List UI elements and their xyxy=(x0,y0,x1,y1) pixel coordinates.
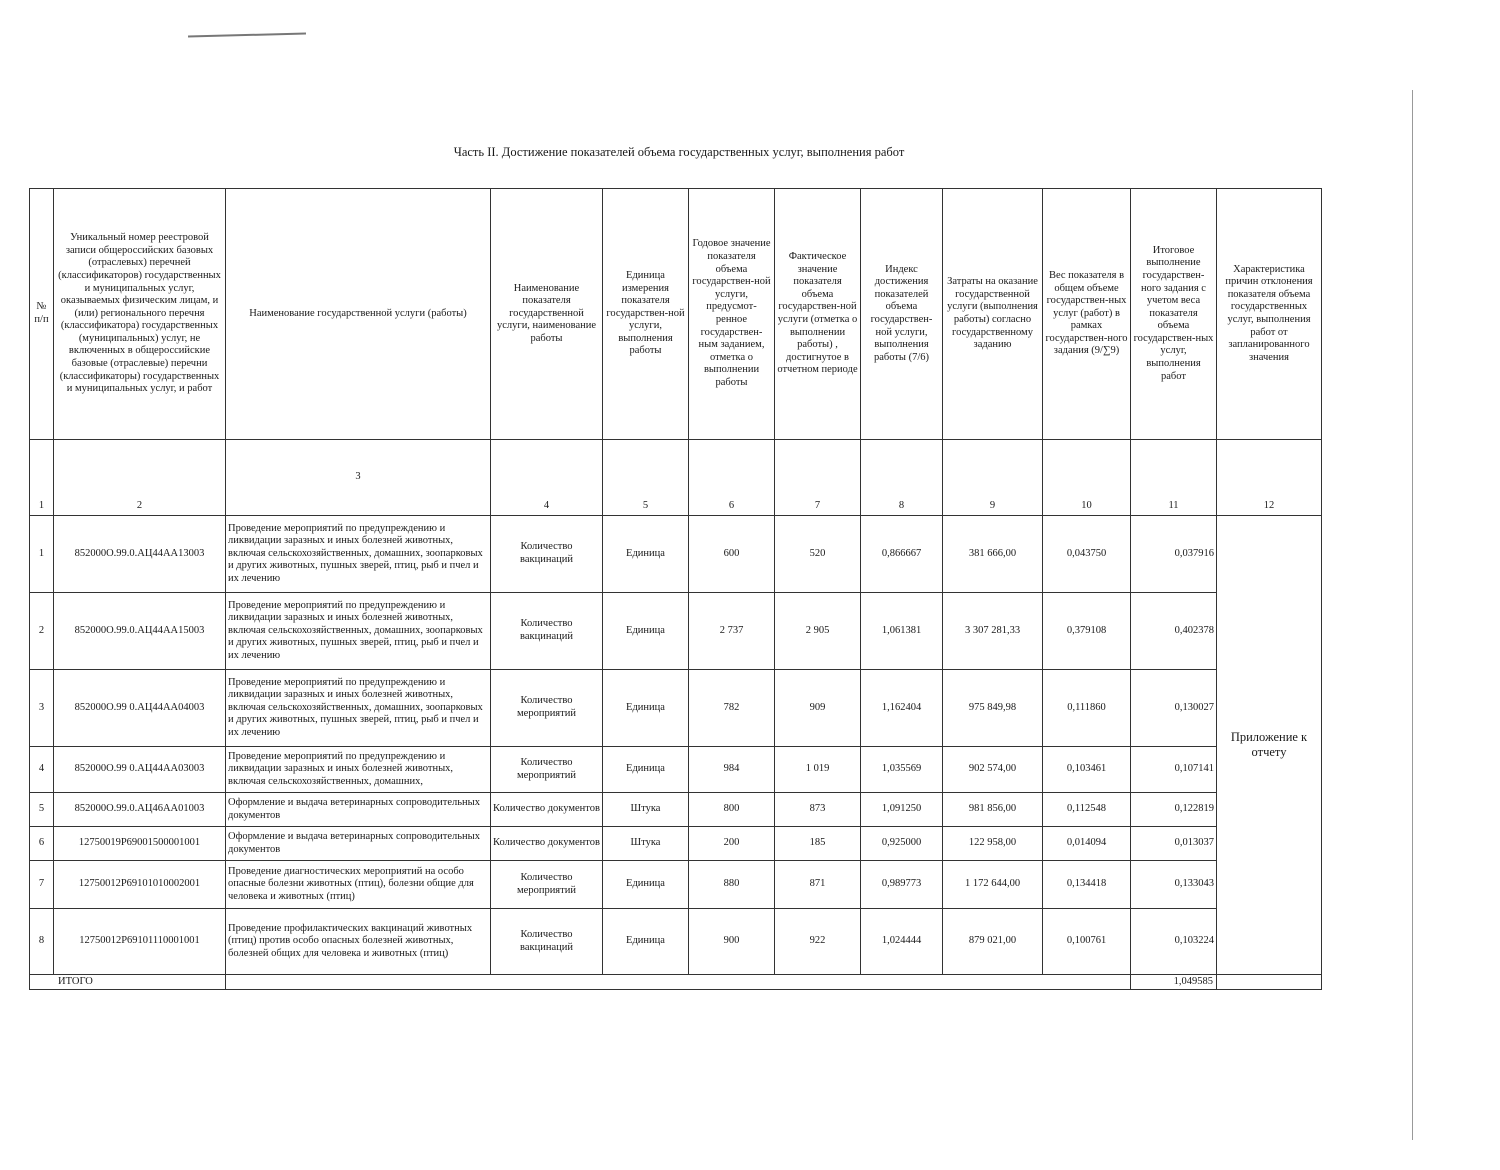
achievement-index: 1,035569 xyxy=(861,747,943,793)
result-value: 0,402378 xyxy=(1131,593,1217,670)
registry-code: 852000О.99.0.АЦ46АА01003 xyxy=(54,793,226,827)
header-cell: Затраты на оказание государственной услуги (выполнения работы) согласно государственному заданию xyxy=(943,189,1043,440)
total-empty-cell xyxy=(1217,975,1322,990)
service-name: Проведение мероприятий по предупреждению и ликвидации заразных и иных болезней животных, включая сельскохозяйственных, домашних, зоопарковых и других животных, пушных зверей, птиц, рыб и пчел и их лечению xyxy=(226,593,491,670)
table-row xyxy=(30,593,1322,670)
row-number: 5 xyxy=(30,793,54,827)
row-number: 6 xyxy=(30,827,54,861)
cost-value: 879 021,00 xyxy=(943,909,1043,975)
indicator-name: Количество документов xyxy=(491,827,603,861)
result-value: 0,130027 xyxy=(1131,670,1217,747)
weight-value: 0,103461 xyxy=(1043,747,1131,793)
result-value: 0,013037 xyxy=(1131,827,1217,861)
header-cell: Наименование показателя государственной услуги, наименование работы xyxy=(491,189,603,440)
plan-value: 984 xyxy=(689,747,775,793)
plan-value: 600 xyxy=(689,516,775,593)
plan-value: 2 737 xyxy=(689,593,775,670)
row-number: 3 xyxy=(30,670,54,747)
column-number-row xyxy=(30,440,1322,516)
service-name: Оформление и выдача ветеринарных сопроводительных документов xyxy=(226,793,491,827)
unit: Единица xyxy=(603,516,689,593)
weight-value: 0,014094 xyxy=(1043,827,1131,861)
indicator-name: Количество мероприятий xyxy=(491,861,603,909)
total-label: ИТОГО xyxy=(30,975,226,990)
header-cell: Фактическое значение показателя объема государствен-ной услуги (отметка о выполнении работы) , достигнутое в отчетном периоде xyxy=(775,189,861,440)
row-number: 8 xyxy=(30,909,54,975)
achievement-index: 0,989773 xyxy=(861,861,943,909)
total-spacer xyxy=(226,975,1131,990)
service-name: Проведение мероприятий по предупреждению и ликвидации заразных и иных болезней животных, включая сельскохозяйственных, домашних, xyxy=(226,747,491,793)
column-number: 4 xyxy=(491,440,603,516)
unit: Единица xyxy=(603,909,689,975)
result-value: 0,122819 xyxy=(1131,793,1217,827)
result-value: 0,037916 xyxy=(1131,516,1217,593)
weight-value: 0,379108 xyxy=(1043,593,1131,670)
fact-value: 871 xyxy=(775,861,861,909)
table-row xyxy=(30,793,1322,827)
cost-value: 1 172 644,00 xyxy=(943,861,1043,909)
indicator-name: Количество вакцинаций xyxy=(491,909,603,975)
service-name: Проведение мероприятий по предупреждению и ликвидации заразных и иных болезней животных, включая сельскохозяйственных, домашних, зоопарковых и других животных, пушных зверей, птиц, рыб и пчел и их лечению xyxy=(226,516,491,593)
registry-code: 12750012Р69101110001001 xyxy=(54,909,226,975)
column-number: 2 xyxy=(54,440,226,516)
registry-code: 12750012Р69101010002001 xyxy=(54,861,226,909)
achievement-index: 1,162404 xyxy=(861,670,943,747)
table-row xyxy=(30,861,1322,909)
fact-value: 520 xyxy=(775,516,861,593)
column-number: 1 xyxy=(30,440,54,516)
header-cell: Индекс достижения показателей объема государствен-ной услуги, выполнения работы (7/6) xyxy=(861,189,943,440)
indicator-name: Количество мероприятий xyxy=(491,747,603,793)
indicator-name: Количество мероприятий xyxy=(491,670,603,747)
report-table xyxy=(29,188,1322,990)
column-number: 12 xyxy=(1217,440,1322,516)
cost-value: 122 958,00 xyxy=(943,827,1043,861)
weight-value: 0,111860 xyxy=(1043,670,1131,747)
column-number: 9 xyxy=(943,440,1043,516)
header-row xyxy=(30,189,1322,440)
header-cell: Характеристика причин отклонения показателя объема государственных услуг, выполнения работ от запланированного значения xyxy=(1217,189,1322,440)
cost-value: 381 666,00 xyxy=(943,516,1043,593)
page-title: Часть II. Достижение показателей объема государственных услуг, выполнения работ xyxy=(453,145,905,159)
column-number: 10 xyxy=(1043,440,1131,516)
unit: Штука xyxy=(603,827,689,861)
achievement-index: 0,866667 xyxy=(861,516,943,593)
weight-value: 0,134418 xyxy=(1043,861,1131,909)
plan-value: 800 xyxy=(689,793,775,827)
header-cell: Годовое значение показателя объема государствен-ной услуги, предусмот-ренное государствен-ным заданием, отметка о выполнении работы xyxy=(689,189,775,440)
plan-value: 880 xyxy=(689,861,775,909)
fact-value: 873 xyxy=(775,793,861,827)
result-value: 0,107141 xyxy=(1131,747,1217,793)
header-cell: Единица измерения показателя государствен-ной услуги, выполнения работы xyxy=(603,189,689,440)
unit: Единица xyxy=(603,861,689,909)
total-value: 1,049585 xyxy=(1131,975,1217,990)
service-name: Оформление и выдача ветеринарных сопроводительных документов xyxy=(226,827,491,861)
table-row xyxy=(30,909,1322,975)
cost-value: 975 849,98 xyxy=(943,670,1043,747)
column-number: 8 xyxy=(861,440,943,516)
registry-code: 12750019Р69001500001001 xyxy=(54,827,226,861)
registry-code: 852000О.99.0.АЦ44АА13003 xyxy=(54,516,226,593)
row-number: 1 xyxy=(30,516,54,593)
column-number: 3 xyxy=(226,440,491,516)
cost-value: 902 574,00 xyxy=(943,747,1043,793)
unit: Единица xyxy=(603,670,689,747)
row-number: 2 xyxy=(30,593,54,670)
fact-value: 2 905 xyxy=(775,593,861,670)
result-value: 0,103224 xyxy=(1131,909,1217,975)
table-row xyxy=(30,516,1322,593)
weight-value: 0,100761 xyxy=(1043,909,1131,975)
cost-value: 3 307 281,33 xyxy=(943,593,1043,670)
indicator-name: Количество вакцинаций xyxy=(491,516,603,593)
service-name: Проведение мероприятий по предупреждению и ликвидации заразных и иных болезней животных, включая сельскохозяйственных, домашних, зоопарковых и других животных, пушных зверей, птиц, рыб и пчел и их лечению xyxy=(226,670,491,747)
achievement-index: 1,061381 xyxy=(861,593,943,670)
plan-value: 900 xyxy=(689,909,775,975)
indicator-name: Количество документов xyxy=(491,793,603,827)
header-cell: Итоговое выполнение государствен-ного задания с учетом веса показателя объема государствен-ных услуг, выполнения работ xyxy=(1131,189,1217,440)
column-number: 5 xyxy=(603,440,689,516)
achievement-index: 0,925000 xyxy=(861,827,943,861)
row-number: 4 xyxy=(30,747,54,793)
unit: Единица xyxy=(603,593,689,670)
scan-artifact-line xyxy=(188,32,306,37)
header-cell: Наименование государственной услуги (работы) xyxy=(226,189,491,440)
achievement-index: 1,091250 xyxy=(861,793,943,827)
unit: Единица xyxy=(603,747,689,793)
service-name: Проведение диагностических мероприятий на особо опасные болезни животных (птиц), болезни общие для человека и животных (птиц) xyxy=(226,861,491,909)
table-row xyxy=(30,827,1322,861)
header-cell: № п/п xyxy=(30,189,54,440)
table-row xyxy=(30,747,1322,793)
deviation-note: Приложение к отчету xyxy=(1217,516,1322,975)
registry-code: 852000О.99 0.АЦ44АА04003 xyxy=(54,670,226,747)
weight-value: 0,043750 xyxy=(1043,516,1131,593)
column-number: 11 xyxy=(1131,440,1217,516)
row-number: 7 xyxy=(30,861,54,909)
plan-value: 782 xyxy=(689,670,775,747)
achievement-index: 1,024444 xyxy=(861,909,943,975)
scan-edge-line xyxy=(1412,90,1413,1140)
fact-value: 922 xyxy=(775,909,861,975)
table-row xyxy=(30,670,1322,747)
total-row xyxy=(30,975,1322,990)
result-value: 0,133043 xyxy=(1131,861,1217,909)
header-cell: Уникальный номер реестровой записи общероссийских базовых (отраслевых) перечней (классификаторов) государственных и муниципальных услуг, оказываемых физическим лицам, и (или) регионального перечня (классификатора) государственных (муниципальных) услуг, не включенных в общероссийские базовые (отраслевые) перечни (классификаторы) государственных и муниципальных услуг, и работ xyxy=(54,189,226,440)
column-number: 7 xyxy=(775,440,861,516)
registry-code: 852000О.99 0.АЦ44АА03003 xyxy=(54,747,226,793)
header-cell: Вес показателя в общем объеме государствен-ных услуг (работ) в рамках государствен-ного задания (9/∑9) xyxy=(1043,189,1131,440)
fact-value: 1 019 xyxy=(775,747,861,793)
unit: Штука xyxy=(603,793,689,827)
fact-value: 909 xyxy=(775,670,861,747)
weight-value: 0,112548 xyxy=(1043,793,1131,827)
cost-value: 981 856,00 xyxy=(943,793,1043,827)
column-number: 6 xyxy=(689,440,775,516)
plan-value: 200 xyxy=(689,827,775,861)
service-name: Проведение профилактических вакцинаций животных (птиц) против особо опасных болезней животных, болезней общих для человека и животных (птиц) xyxy=(226,909,491,975)
registry-code: 852000О.99.0.АЦ44АА15003 xyxy=(54,593,226,670)
indicator-name: Количество вакцинаций xyxy=(491,593,603,670)
fact-value: 185 xyxy=(775,827,861,861)
